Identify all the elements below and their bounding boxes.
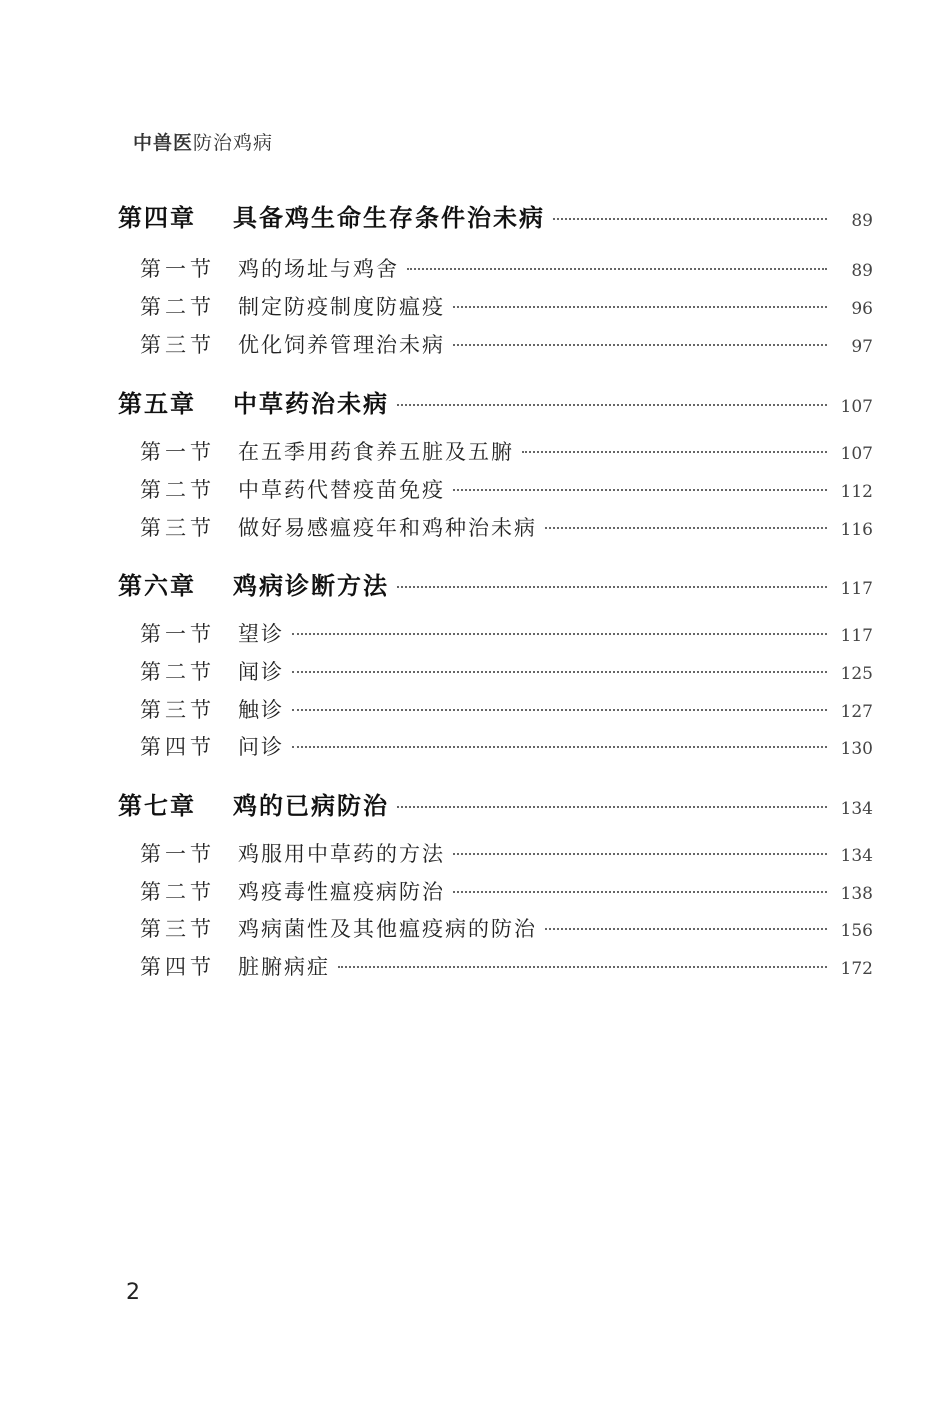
dot-leader — [338, 966, 827, 968]
toc-section-entry — [140, 618, 873, 648]
dot-leader — [453, 891, 827, 893]
section-title: 在五季用药食养五脏及五腑 — [238, 440, 514, 464]
page-number: 2 — [126, 1280, 140, 1305]
chapter-title: 具备鸡生命生存条件治未病 — [233, 203, 545, 232]
page-ref: 96 — [851, 299, 873, 319]
dot-leader — [397, 806, 827, 808]
dot-leader — [545, 527, 827, 529]
page-ref: 172 — [840, 959, 873, 979]
page-ref: 107 — [840, 444, 873, 464]
toc-chapter-entry — [118, 566, 873, 601]
section-title: 鸡病菌性及其他瘟疫病的防治 — [238, 917, 537, 941]
section-title: 脏腑病症 — [238, 955, 330, 979]
page-ref: 112 — [840, 482, 873, 502]
section-number: 第四节 — [140, 955, 215, 979]
page-ref: 138 — [840, 884, 873, 904]
toc-section-entry — [140, 329, 873, 359]
section-number: 第一节 — [140, 440, 215, 464]
section-number: 第三节 — [140, 698, 215, 722]
dot-leader — [407, 268, 827, 270]
page-ref: 130 — [840, 739, 873, 759]
page-ref: 156 — [840, 921, 873, 941]
page-ref: 89 — [851, 261, 873, 281]
page-ref: 125 — [840, 664, 873, 684]
toc-chapter-entry — [118, 384, 873, 419]
toc-section-entry — [140, 512, 873, 542]
section-number: 第三节 — [140, 333, 215, 357]
toc-section-entry — [140, 253, 873, 283]
dot-leader — [553, 218, 827, 220]
book-title: 防治鸡病 — [193, 132, 274, 154]
section-number: 第一节 — [140, 622, 215, 646]
dot-leader — [453, 489, 827, 491]
section-title: 触诊 — [238, 698, 284, 722]
section-title: 做好易感瘟疫年和鸡种治未病 — [238, 516, 537, 540]
page-ref: 116 — [840, 520, 873, 540]
page-ref: 127 — [840, 702, 873, 722]
page-ref: 97 — [851, 337, 873, 357]
section-number: 第一节 — [140, 257, 215, 281]
dot-leader — [453, 853, 827, 855]
chapter-title: 鸡的已病防治 — [233, 791, 389, 820]
section-number: 第二节 — [140, 880, 215, 904]
section-number: 第二节 — [140, 295, 215, 319]
dot-leader — [453, 306, 827, 308]
dot-leader — [292, 671, 827, 673]
section-title: 鸡的场址与鸡舍 — [238, 257, 399, 281]
dot-leader — [453, 344, 827, 346]
section-number: 第一节 — [140, 842, 215, 866]
section-title: 鸡服用中草药的方法 — [238, 842, 445, 866]
toc-chapter-entry — [118, 786, 873, 821]
section-title: 优化饲养管理治未病 — [238, 333, 445, 357]
section-title: 闻诊 — [238, 660, 284, 684]
chapter-number: 第四章 — [118, 203, 196, 232]
dot-leader — [292, 633, 827, 635]
toc-section-entry — [140, 731, 873, 761]
section-title: 制定防疫制度防瘟疫 — [238, 295, 445, 319]
section-number: 第四节 — [140, 735, 215, 759]
toc-section-entry — [140, 291, 873, 321]
toc-section-entry — [140, 913, 873, 943]
section-number: 第三节 — [140, 917, 215, 941]
toc-section-entry — [140, 436, 873, 466]
dot-leader — [545, 928, 827, 930]
toc-section-entry — [140, 838, 873, 868]
chapter-number: 第六章 — [118, 571, 196, 600]
toc-chapter-entry — [118, 198, 873, 233]
section-title: 鸡疫毒性瘟疫病防治 — [238, 880, 445, 904]
series-name: 中兽医 — [133, 132, 194, 154]
page-ref: 117 — [840, 626, 873, 646]
section-number: 第二节 — [140, 660, 215, 684]
page-ref: 134 — [840, 799, 873, 819]
toc-section-entry — [140, 474, 873, 504]
running-header — [133, 128, 273, 155]
chapter-number: 第七章 — [118, 791, 196, 820]
chapter-number: 第五章 — [118, 389, 196, 418]
section-title: 望诊 — [238, 622, 284, 646]
dot-leader — [522, 451, 827, 453]
section-number: 第二节 — [140, 478, 215, 502]
dot-leader — [292, 709, 827, 711]
toc-section-entry — [140, 951, 873, 981]
page-ref: 89 — [851, 211, 873, 231]
dot-leader — [397, 404, 827, 406]
chapter-title: 鸡病诊断方法 — [233, 571, 389, 600]
page-ref: 117 — [840, 579, 873, 599]
page-ref: 134 — [840, 846, 873, 866]
dot-leader — [397, 586, 827, 588]
section-number: 第三节 — [140, 516, 215, 540]
page-ref: 107 — [840, 397, 873, 417]
toc-section-entry — [140, 694, 873, 724]
section-title: 中草药代替疫苗免疫 — [238, 478, 445, 502]
toc-section-entry — [140, 876, 873, 906]
section-title: 问诊 — [238, 735, 284, 759]
dot-leader — [292, 746, 827, 748]
chapter-title: 中草药治未病 — [233, 389, 389, 418]
toc-section-entry — [140, 656, 873, 686]
